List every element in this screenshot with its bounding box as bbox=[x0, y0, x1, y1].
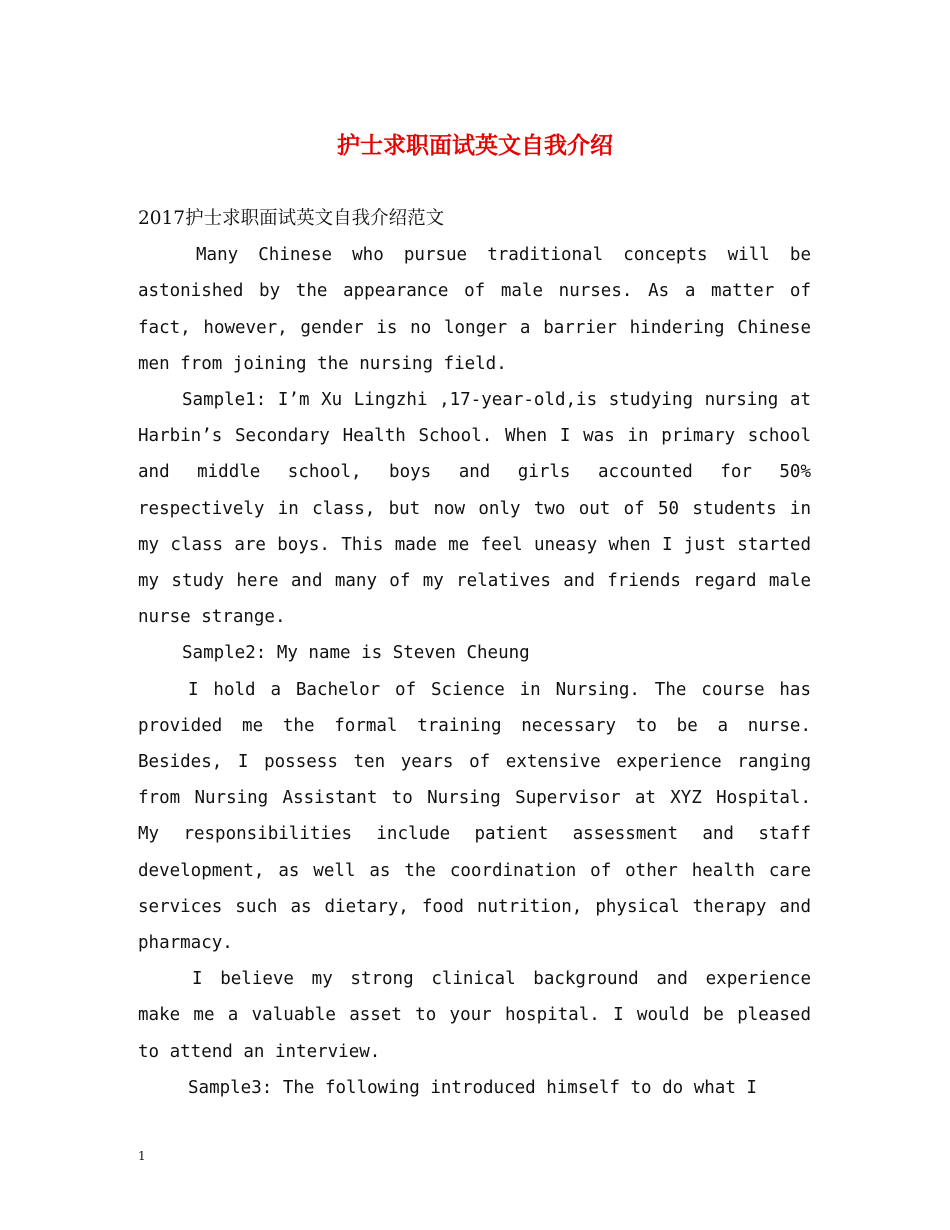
paragraph-sample2-closing: I believe my strong clinical background and experience make me a valuable asset to your hospital. I would be pleased to attend an interview. bbox=[138, 969, 811, 1062]
paragraph-intro: Many Chinese who pursue traditional concepts will be astonished by the appearance of male nurses. As a matter of fact, however, gender is no longer a barrier hindering Chinese men from joining the nursing field. bbox=[138, 245, 811, 374]
paragraph-sample2-heading: Sample2: My name is Steven Cheung bbox=[182, 643, 530, 664]
document-subtitle: 2017护士求职面试英文自我介绍范文 bbox=[138, 208, 445, 229]
page-number: 1 bbox=[138, 1149, 146, 1163]
document-title: 护士求职面试英文自我介绍 bbox=[337, 132, 613, 159]
document-body bbox=[138, 201, 811, 1106]
paragraph-sample1: Sample1: I’m Xu Lingzhi ,17-year-old,is studying nursing at Harbin’s Secondary Health School. When I was in primary school and middle school, boys and girls accounted for 50% respectively in class, but now only two out of 50 students in my class are boys. This made me feel uneasy when I just started my study here and many of my relatives and friends regard male nurse strange. bbox=[138, 390, 811, 628]
paragraph-sample2-body: I hold a Bachelor of Science in Nursing. The course has provided me the formal training necessary to be a nurse. Besides, I possess ten years of extensive experience ranging from Nursing Assistant to Nursing Supervisor at XYZ Hospital. My responsibilities include patient assessment and staff development, as well as the coordination of other health care services such as dietary, food nutrition, physical therapy and pharmacy. bbox=[138, 679, 811, 954]
paragraph-sample3: Sample3: The following introduced himself to do what I bbox=[188, 1077, 757, 1098]
